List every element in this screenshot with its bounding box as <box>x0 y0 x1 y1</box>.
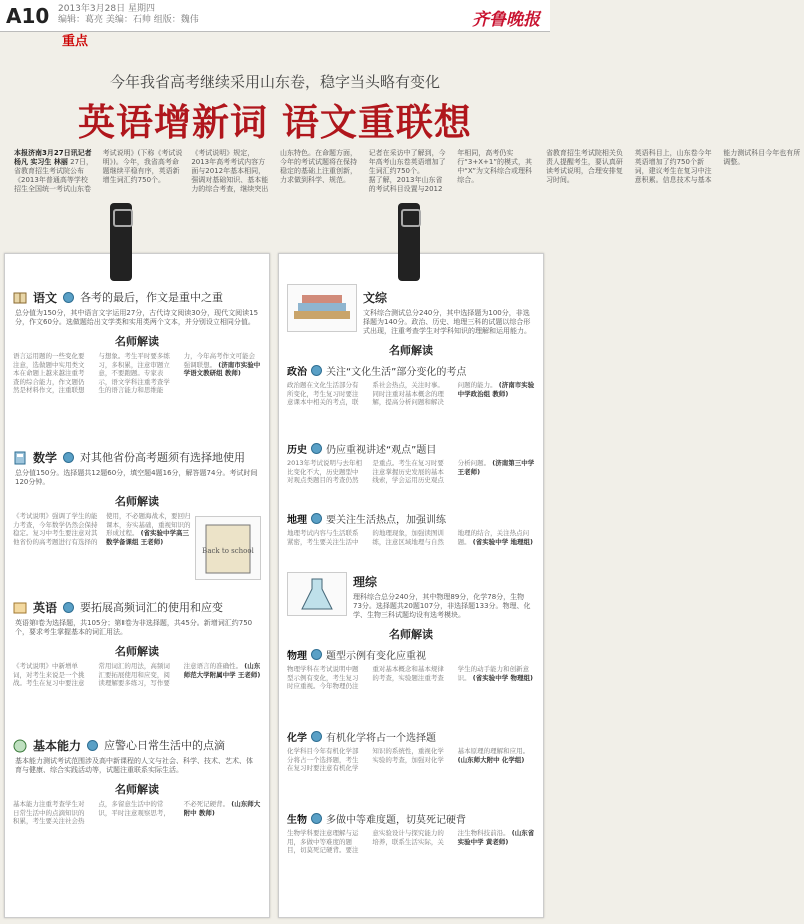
left-subject-card <box>4 253 270 918</box>
calculator-icon <box>13 450 27 464</box>
subject-name: 英语 <box>33 600 58 615</box>
book-icon <box>13 290 27 304</box>
section-heading: 名师解读 <box>115 335 159 348</box>
chemistry-body: 化学科目今年有机化学部分将占一个选择题，考生在复习时要注意有机化学知识的系统性，重视化学实验的考查，加强对化学基本原理的理解和应用。 (山东师大附中 化学组) <box>287 747 530 772</box>
english-section <box>5 594 269 742</box>
geography-body: 地理考试内容与生活联系紧密，考生要关注生活中的地理现象，加强读图训练，注意区域地理与自然地理的结合，关注热点问题。 (省实验中学 地理组) <box>287 529 533 546</box>
lead-paragraph-4: 据了解，2013年山东省的考试科目设置与2012年相同，高考仍实行“3+X+1”的模式，其中“X”为文科综合或理科综合。 <box>368 149 533 193</box>
subject-subtitle: 各考的最后，作文是重中之重 <box>80 291 224 304</box>
chemistry-subhead: 化学 有机化学将占一个选择题 <box>287 733 436 744</box>
lead-paragraph-1: 本报济南3月27日讯记者 杨凡 实习生 林丽 27日，省教育招生考试院公布《2013年普通高等学校招生全国统一考试山东卷考试说明》(下称《考试说明》)。今年，我省高考命题继续平稳有序，英语新增生词汇约750个。 <box>14 149 183 193</box>
globe-icon <box>13 738 27 752</box>
binder-clip-left <box>110 203 132 281</box>
bullet-icon <box>311 731 322 742</box>
history-body: 2013年考试说明与去年相比变化不大，历史题型中对观点类题目的考查仍然是重点。考生在复习时要注意掌握历史发展的基本线索，学会运用历史观点分析问题。 (济南第三中学 王老师) <box>287 459 535 484</box>
svg-text:Back to school: Back to school <box>202 547 254 555</box>
subject-name: 数学 <box>33 450 58 465</box>
bullet-icon <box>63 452 74 463</box>
right-subject-card <box>278 253 544 918</box>
article-body: 《考试说明》强调了学生的能力考查，今年数学仍然会保持稳定。复习中考生要注意对其他省份的高考题进行有选择的使用，不必题海战术，要回归课本，夯实基础，重视知识的形成过程。 (省实验中学高三数学备课组 王老师) <box>13 512 191 546</box>
teacher-credit: (山东师大附中 教师) <box>183 800 261 817</box>
subject-subtitle: 应警心日常生活中的点滴 <box>104 739 226 752</box>
kicker-line: 今年我省高考继续采用山东卷，稳字当头略有变化 <box>109 73 440 91</box>
section-heading: 名师解读 <box>389 344 433 357</box>
lead-paragraph-5: 省教育招生考试院相关负责人提醒考生，要认真研读考试说明，合理安排复习时间。 <box>545 149 623 184</box>
bullet-icon <box>63 602 74 613</box>
subject-name: 文综 <box>363 290 388 305</box>
article-body: 《考试说明》中新增单词，对考生来说是一个挑战。考生在复习中要注意常用词汇的用法，高频词汇要拓展使用和应变，阅读理解要多练习，写作要注意语言的准确性。 (山东师范大学附属中学 王老师) <box>13 662 261 687</box>
geography-subhead: 地理 要关注生活热点，加强训练 <box>287 515 446 526</box>
header-meta <box>58 4 199 26</box>
lizong-section <box>279 568 543 891</box>
byline: 本报济南3月27日讯记者 杨凡 实习生 林丽 <box>14 149 92 166</box>
chinese-section <box>5 284 269 438</box>
subject-intro: 总分值150分。选择题共12题60分，填空题4题16分，解答题74分。考试时间120分钟。 <box>15 469 258 486</box>
book-illustration <box>195 516 261 580</box>
bullet-icon <box>311 365 322 376</box>
issue-date: 2013年3月28日 星期四 <box>58 4 155 14</box>
bullet-icon <box>311 513 322 524</box>
politics-body: 政治题在文化生活部分有所变化，考生复习时要注意课本中相关的考点，联系社会热点，关注时事。同时注重对基本概念的理解，提高分析问题和解决问题的能力。 (济南市实验中学政治组 教师) <box>287 381 535 406</box>
page-header <box>0 0 550 32</box>
section-heading: 名师解读 <box>115 783 159 796</box>
bullet-icon <box>63 292 74 303</box>
history-subhead: 历史 仍应重视讲述“观点”题目 <box>287 445 437 456</box>
editor-credits: 编辑：葛亮 美编：石帅 组版：魏伟 <box>58 15 199 25</box>
bullet-icon <box>311 443 322 454</box>
physics-body: 物理学科在考试说明中题型示例有变化，考生复习时应重视。今年物理仍注重对基本概念和基本规律的考查，实验题注重考查学生的动手能力和创新意识。 (省实验中学 物理组) <box>287 665 533 690</box>
newspaper-logo: 齐鲁晚报 <box>472 10 540 30</box>
subject-subtitle: 要拓展高频词汇的使用和应变 <box>80 601 224 614</box>
bullet-icon <box>87 740 98 751</box>
basic-ability-section <box>5 732 269 900</box>
section-heading: 名师解读 <box>115 645 159 658</box>
lead-paragraph-6: 英语科目上，山东卷今年英语增加了约750个新词，建议考生在复习中注意积累。信息技术与基本能力测试科目今年也有所调整。 <box>634 149 801 184</box>
lead-paragraph-3: 记者在采访中了解到，今年高考山东卷英语增加了生词汇约750个。 <box>368 149 446 175</box>
section-heading: 名师解读 <box>389 628 433 641</box>
biology-body: 生物学科要注意理解与运用，多做中等难度的题目，切莫死记硬背。要注意实验设计与探究能力的培养，联系生活实际，关注生物科技前沿。 (山东省实验中学 黄老师) <box>287 829 535 854</box>
subject-intro: 基本能力测试考试范围涉及高中新课程的人文与社会、科学、技术、艺术、体育与健康、综合实践活动等，试题注重联系实际生活。 <box>15 757 253 774</box>
subject-subtitle: 对其他省份高考题须有选择地使用 <box>80 451 246 464</box>
article-body: 基本能力注重考查学生对日常生活中的点滴知识的积累，考生要关注社会热点，多留意生活中的常识，平时注意观察思考，不必死记硬背。 (山东师大附中 教师) <box>13 800 261 825</box>
lead-paragraph-2: 《考试说明》规定，2013年高考考试内容方面与2012年基本相同，强调对基础知识、基本能力的综合考查，继续突出山东特色。在命题方面，今年的考试试题将在保持稳定的基础上注重创新，力求做到科学、规范。 <box>191 149 357 193</box>
subject-intro: 英语第Ⅰ卷为选择题，共105分；第Ⅱ卷为非选择题，共45分。新增词汇约750个，要求考生掌握基本的词汇用法。 <box>15 619 253 636</box>
lead-article <box>14 149 801 201</box>
wenzong-section <box>279 284 543 579</box>
subject-intro: 文科综合测试总分240分，其中选择题为100分，非选择题为140分。政治、历史、地理三科的试题以综合形式出现，注重考查学生对学科知识的理解和运用能力。 <box>363 309 531 335</box>
section-heading: 名师解读 <box>115 495 159 508</box>
subject-intro: 理科综合总分240分，其中物理89分，化学78分，生物73分。选择题共20题107分，非选择题133分。物理、化学、生物三科试题均设有选考模块。 <box>353 593 531 619</box>
page-number: A10 <box>6 4 50 28</box>
teacher-credit: (省实验中学高三数学备课组 王老师) <box>106 529 190 546</box>
subject-name: 基本能力 <box>33 738 82 753</box>
politics-subhead: 政治 关注“文化生活”部分变化的考点 <box>287 367 467 378</box>
section-label: 重点 <box>62 34 89 49</box>
article-body: 语言运用题的一些变化要注意，选做题中实用类文本在命题上越来越注重考查的综合能力，作文题仍然是材料作文，注重联想与想象。考生平时要多练习，多积累，注意审题立意，不要跑题。专家表示，语文学科注重考查学生的语言能力和思维能力，今年高考作文可能会强调联想。 (济南市实验中学语文教研组 教师) <box>13 352 261 394</box>
physics-subhead: 物理 题型示例有变化应重视 <box>287 651 426 662</box>
bullet-icon <box>311 813 322 824</box>
teacher-credit: (济南市实验中学语文教研组 教师) <box>183 360 261 377</box>
bullet-icon <box>311 649 322 660</box>
teacher-credit: (山东师范大学附属中学 王老师) <box>183 662 261 679</box>
headline: 英语增新词 语文重联想 <box>78 101 472 144</box>
binder-clip-right <box>398 203 420 281</box>
subject-intro: 总分值为150分，其中语言文字运用27分，古代诗文阅读30分，现代文阅读15分，作文60分。选做题给出文学类和实用类两个文本，并分别设立相同分值。 <box>15 309 259 326</box>
subject-name: 理综 <box>353 574 378 589</box>
abc-icon <box>13 600 27 614</box>
biology-subhead: 生物 多做中等难度题，切莫死记硬背 <box>287 815 466 826</box>
subject-name: 语文 <box>33 290 58 305</box>
